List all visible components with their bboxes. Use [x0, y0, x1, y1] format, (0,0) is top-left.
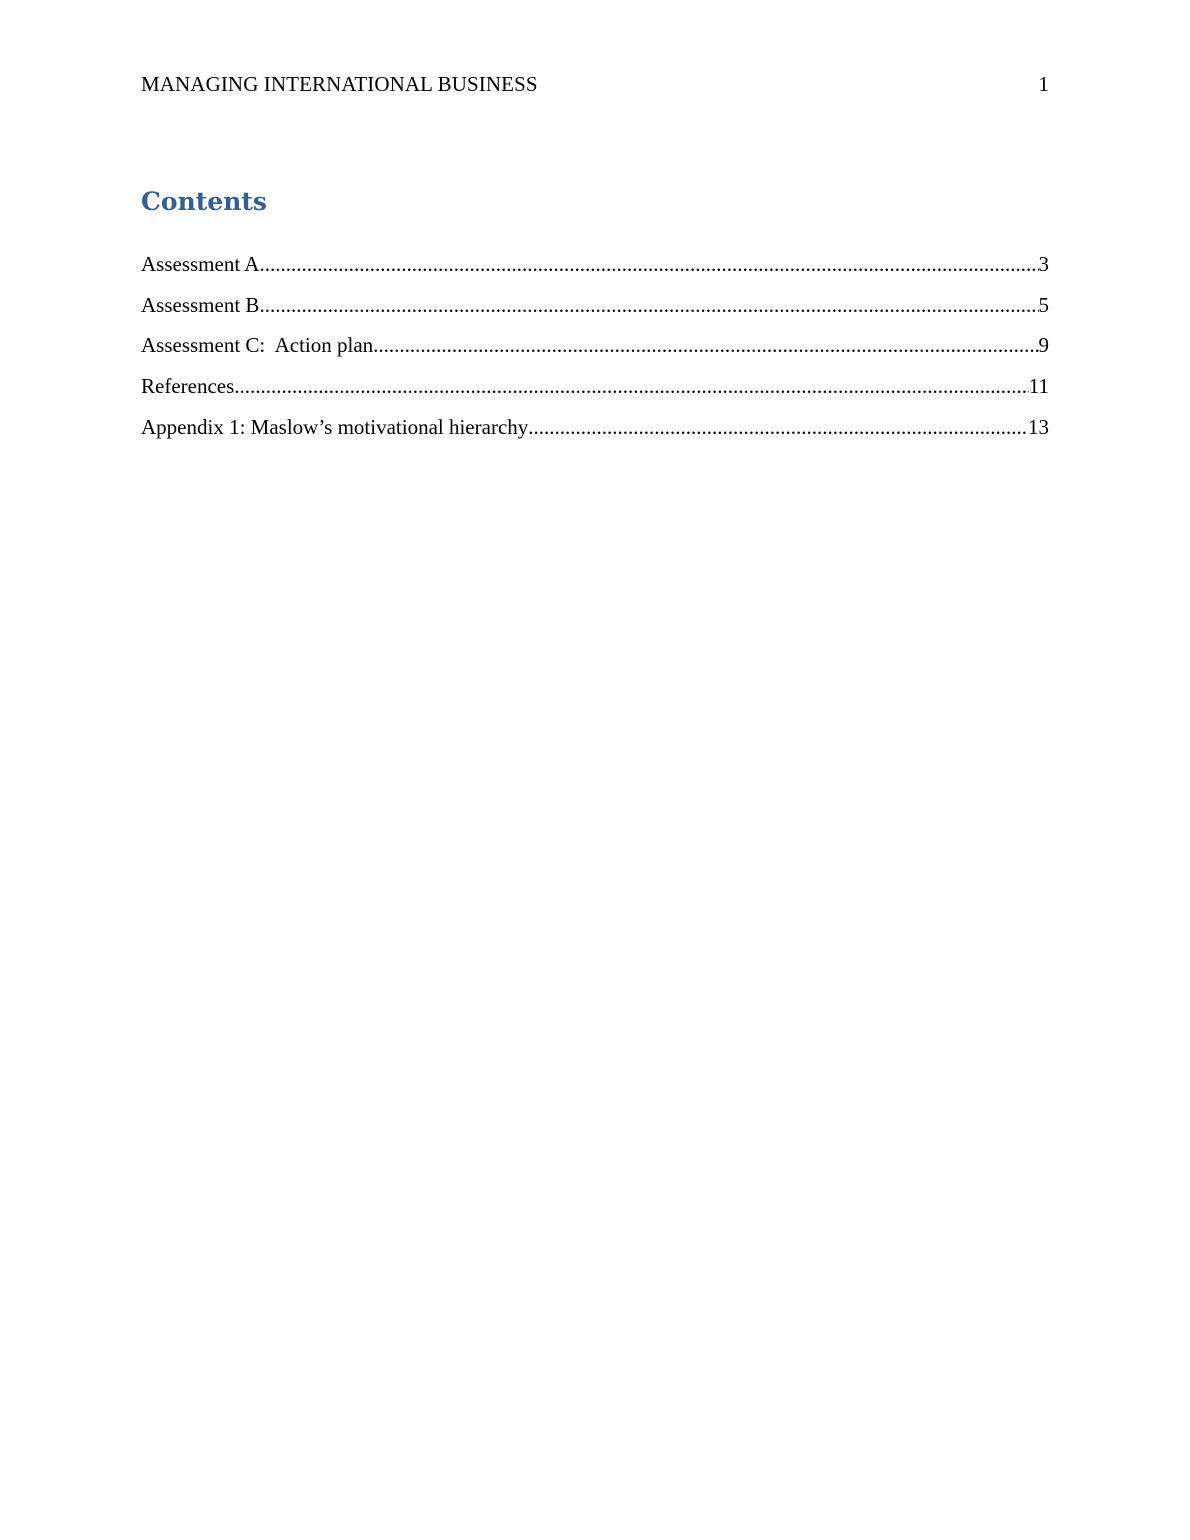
toc-entry-title: References — [141, 374, 235, 399]
toc-entry-title: Appendix 1: Maslow’s motivational hierarchy — [141, 414, 529, 439]
toc-entry-page: 13 — [1028, 414, 1049, 439]
toc-entry-title: Assessment B — [141, 292, 260, 317]
dot-leader — [259, 291, 1038, 319]
toc-entry-title: Assessment C: Action plan — [141, 333, 374, 358]
toc-entry-page: 3 — [1038, 252, 1049, 276]
dot-leader — [373, 331, 1038, 359]
toc-entry-assessment-c[interactable] — [141, 331, 1049, 372]
dot-leader — [259, 250, 1038, 278]
table-of-contents — [141, 250, 1049, 453]
toc-entry-page: 11 — [1028, 374, 1049, 399]
toc-entry-appendix-1[interactable] — [141, 413, 1049, 454]
toc-entry-page: 9 — [1038, 333, 1049, 358]
toc-entry-references[interactable] — [141, 372, 1049, 413]
toc-entry-assessment-b[interactable] — [141, 291, 1049, 332]
running-header — [141, 70, 1049, 98]
toc-entry-page: 5 — [1038, 292, 1049, 317]
toc-entry-assessment-a[interactable] — [141, 250, 1049, 291]
page-number: 1 — [1038, 72, 1049, 96]
toc-heading: Contents — [141, 187, 268, 216]
toc-entry-title: Assessment A — [141, 252, 260, 276]
running-title: MANAGING INTERNATIONAL BUSINESS — [141, 72, 538, 96]
dot-leader — [528, 413, 1028, 441]
dot-leader — [234, 372, 1028, 400]
